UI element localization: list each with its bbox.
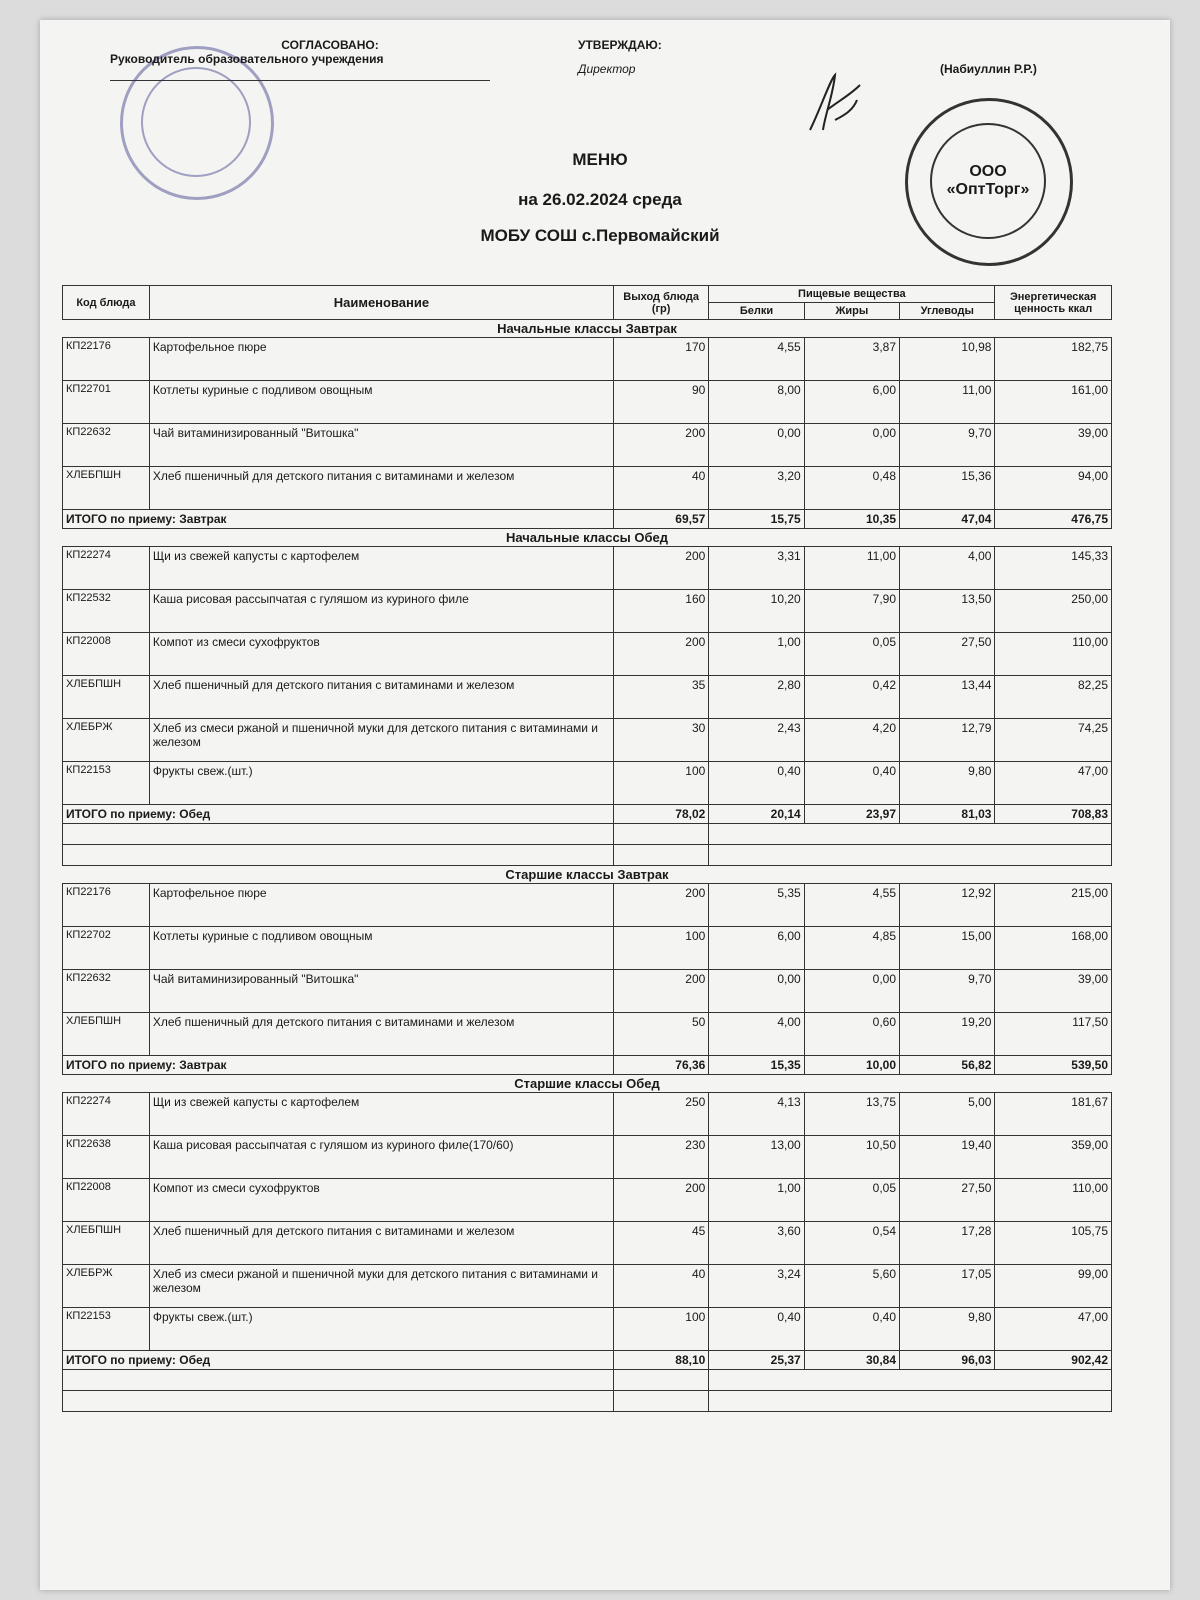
cell-carbs: 10,98 xyxy=(900,338,995,381)
cell-name: Хлеб пшеничный для детского питания с витаминами и железом xyxy=(149,676,613,719)
total-energy: 539,50 xyxy=(995,1056,1112,1075)
blank-cell xyxy=(613,824,708,845)
cell-energy: 39,00 xyxy=(995,970,1112,1013)
total-protein: 15,75 xyxy=(709,510,804,529)
cell-carbs: 9,70 xyxy=(900,424,995,467)
cell-carbs: 13,50 xyxy=(900,590,995,633)
menu-table-body xyxy=(63,320,1112,1412)
cell-protein: 5,35 xyxy=(709,884,804,927)
cell-name: Щи из свежей капусты с картофелем xyxy=(149,1093,613,1136)
cell-fat: 7,90 xyxy=(804,590,899,633)
section-title: Начальные классы Обед xyxy=(63,529,1112,547)
blank-cell xyxy=(63,824,614,845)
blank-row xyxy=(63,1370,1112,1391)
cell-carbs: 12,79 xyxy=(900,719,995,762)
cell-carbs: 9,70 xyxy=(900,970,995,1013)
cell-carbs: 9,80 xyxy=(900,762,995,805)
menu-date: на 26.02.2024 среда xyxy=(518,190,682,209)
header-carbs: Углеводы xyxy=(900,303,995,320)
cell-name: Котлеты куриные с подливом овощным xyxy=(149,927,613,970)
table-row xyxy=(63,338,1112,381)
table-row xyxy=(63,1308,1112,1351)
cell-yield: 40 xyxy=(613,1265,708,1308)
header-fat: Жиры xyxy=(804,303,899,320)
total-yield: 78,02 xyxy=(613,805,708,824)
blank-cell xyxy=(63,1391,614,1412)
cell-energy: 145,33 xyxy=(995,547,1112,590)
cell-fat: 4,20 xyxy=(804,719,899,762)
cell-fat: 0,48 xyxy=(804,467,899,510)
cell-protein: 0,40 xyxy=(709,1308,804,1351)
cell-protein: 13,00 xyxy=(709,1136,804,1179)
cell-carbs: 5,00 xyxy=(900,1093,995,1136)
cell-carbs: 12,92 xyxy=(900,884,995,927)
cell-fat: 0,60 xyxy=(804,1013,899,1056)
cell-carbs: 11,00 xyxy=(900,381,995,424)
cell-fat: 4,85 xyxy=(804,927,899,970)
cell-code: ХЛЕБРЖ xyxy=(63,1265,150,1308)
table-row xyxy=(63,424,1112,467)
cell-code: КП22532 xyxy=(63,590,150,633)
blank-cell xyxy=(613,1391,708,1412)
total-row xyxy=(63,1351,1112,1370)
cell-energy: 39,00 xyxy=(995,424,1112,467)
section-header-row xyxy=(63,1075,1112,1093)
total-yield: 88,10 xyxy=(613,1351,708,1370)
document-title: МЕНЮ xyxy=(572,150,628,169)
cell-carbs: 13,44 xyxy=(900,676,995,719)
cell-code: КП22008 xyxy=(63,633,150,676)
table-row xyxy=(63,633,1112,676)
cell-protein: 2,43 xyxy=(709,719,804,762)
cell-name: Картофельное пюре xyxy=(149,884,613,927)
cell-fat: 13,75 xyxy=(804,1093,899,1136)
cell-energy: 359,00 xyxy=(995,1136,1112,1179)
cell-energy: 215,00 xyxy=(995,884,1112,927)
header-nutrients: Пищевые вещества xyxy=(709,286,995,303)
cell-name: Фрукты свеж.(шт.) xyxy=(149,762,613,805)
cell-fat: 4,55 xyxy=(804,884,899,927)
cell-yield: 200 xyxy=(613,633,708,676)
cell-name: Картофельное пюре xyxy=(149,338,613,381)
cell-energy: 250,00 xyxy=(995,590,1112,633)
cell-yield: 170 xyxy=(613,338,708,381)
cell-energy: 161,00 xyxy=(995,381,1112,424)
total-energy: 902,42 xyxy=(995,1351,1112,1370)
cell-code: КП22153 xyxy=(63,1308,150,1351)
cell-fat: 0,42 xyxy=(804,676,899,719)
cell-code: ХЛЕБПШН xyxy=(63,676,150,719)
cell-energy: 47,00 xyxy=(995,1308,1112,1351)
cell-energy: 110,00 xyxy=(995,1179,1112,1222)
cell-name: Хлеб из смеси ржаной и пшеничной муки для детского питания с витаминами и железом xyxy=(149,719,613,762)
cell-code: ХЛЕБПШН xyxy=(63,1222,150,1265)
total-protein: 15,35 xyxy=(709,1056,804,1075)
cell-protein: 3,31 xyxy=(709,547,804,590)
cell-energy: 99,00 xyxy=(995,1265,1112,1308)
section-header-row xyxy=(63,866,1112,884)
cell-code: КП22701 xyxy=(63,381,150,424)
cell-energy: 110,00 xyxy=(995,633,1112,676)
cell-yield: 90 xyxy=(613,381,708,424)
total-label: ИТОГО по приему: Завтрак xyxy=(63,1056,614,1075)
blank-cell xyxy=(709,1370,1112,1391)
cell-fat: 0,40 xyxy=(804,1308,899,1351)
cell-yield: 30 xyxy=(613,719,708,762)
header-name: Наименование xyxy=(149,286,613,320)
table-row xyxy=(63,1179,1112,1222)
total-carbs: 96,03 xyxy=(900,1351,995,1370)
section-header-row xyxy=(63,320,1112,338)
cell-carbs: 17,28 xyxy=(900,1222,995,1265)
signature-line xyxy=(110,80,490,81)
cell-energy: 181,67 xyxy=(995,1093,1112,1136)
cell-yield: 200 xyxy=(613,424,708,467)
cell-code: КП22632 xyxy=(63,970,150,1013)
cell-carbs: 4,00 xyxy=(900,547,995,590)
cell-carbs: 27,50 xyxy=(900,1179,995,1222)
cell-yield: 250 xyxy=(613,1093,708,1136)
total-fat: 30,84 xyxy=(804,1351,899,1370)
cell-fat: 0,40 xyxy=(804,762,899,805)
table-row xyxy=(63,719,1112,762)
table-row xyxy=(63,884,1112,927)
table-row xyxy=(63,676,1112,719)
cell-protein: 0,40 xyxy=(709,762,804,805)
cell-yield: 200 xyxy=(613,884,708,927)
cell-code: ХЛЕБРЖ xyxy=(63,719,150,762)
total-row xyxy=(63,805,1112,824)
cell-code: КП22153 xyxy=(63,762,150,805)
cell-yield: 230 xyxy=(613,1136,708,1179)
header-energy: Энергетическая ценность ккал xyxy=(995,286,1112,320)
cell-carbs: 19,40 xyxy=(900,1136,995,1179)
cell-code: КП22274 xyxy=(63,1093,150,1136)
cell-energy: 105,75 xyxy=(995,1222,1112,1265)
cell-protein: 3,24 xyxy=(709,1265,804,1308)
cell-fat: 10,50 xyxy=(804,1136,899,1179)
cell-code: КП22632 xyxy=(63,424,150,467)
table-row xyxy=(63,1093,1112,1136)
total-energy: 708,83 xyxy=(995,805,1112,824)
cell-energy: 182,75 xyxy=(995,338,1112,381)
cell-yield: 45 xyxy=(613,1222,708,1265)
cell-name: Хлеб пшеничный для детского питания с витаминами и железом xyxy=(149,1013,613,1056)
agreed-role: Руководитель образовательного учреждения xyxy=(110,52,384,66)
total-label: ИТОГО по приему: Обед xyxy=(63,1351,614,1370)
blank-cell xyxy=(613,845,708,866)
section-title: Начальные классы Завтрак xyxy=(63,320,1112,338)
blank-cell xyxy=(613,1370,708,1391)
cell-fat: 0,05 xyxy=(804,1179,899,1222)
blank-cell xyxy=(63,845,614,866)
cell-protein: 1,00 xyxy=(709,633,804,676)
cell-name: Хлеб из смеси ржаной и пшеничной муки для детского питания с витаминами и железом xyxy=(149,1265,613,1308)
cell-energy: 117,50 xyxy=(995,1013,1112,1056)
blank-row xyxy=(63,845,1112,866)
cell-yield: 100 xyxy=(613,927,708,970)
total-label: ИТОГО по приему: Завтрак xyxy=(63,510,614,529)
cell-energy: 94,00 xyxy=(995,467,1112,510)
cell-protein: 6,00 xyxy=(709,927,804,970)
school-name: МОБУ СОШ с.Первомайский xyxy=(480,226,720,245)
table-row xyxy=(63,762,1112,805)
cell-fat: 6,00 xyxy=(804,381,899,424)
agreed-label: СОГЛАСОВАНО: xyxy=(281,38,379,52)
approved-role: Директор xyxy=(578,62,636,76)
blank-cell xyxy=(709,1391,1112,1412)
blank-row xyxy=(63,1391,1112,1412)
cell-name: Щи из свежей капусты с картофелем xyxy=(149,547,613,590)
director-name: (Набиуллин Р.Р.) xyxy=(940,62,1037,76)
section-title: Старшие классы Завтрак xyxy=(63,866,1112,884)
section-title: Старшие классы Обед xyxy=(63,1075,1112,1093)
header-code: Код блюда xyxy=(63,286,150,320)
cell-name: Компот из смеси сухофруктов xyxy=(149,1179,613,1222)
total-row xyxy=(63,1056,1112,1075)
cell-fat: 0,00 xyxy=(804,970,899,1013)
cell-protein: 10,20 xyxy=(709,590,804,633)
cell-name: Фрукты свеж.(шт.) xyxy=(149,1308,613,1351)
table-row xyxy=(63,1265,1112,1308)
cell-name: Чай витаминизированный "Витошка" xyxy=(149,424,613,467)
cell-name: Каша рисовая рассыпчатая с гуляшом из куриного филе(170/60) xyxy=(149,1136,613,1179)
company-seal-text: ООО «ОптТорг» xyxy=(930,123,1046,239)
total-row xyxy=(63,510,1112,529)
cell-fat: 5,60 xyxy=(804,1265,899,1308)
cell-yield: 200 xyxy=(613,1179,708,1222)
cell-energy: 168,00 xyxy=(995,927,1112,970)
cell-fat: 11,00 xyxy=(804,547,899,590)
cell-yield: 160 xyxy=(613,590,708,633)
blank-row xyxy=(63,824,1112,845)
total-carbs: 56,82 xyxy=(900,1056,995,1075)
total-protein: 25,37 xyxy=(709,1351,804,1370)
cell-carbs: 27,50 xyxy=(900,633,995,676)
cell-name: Каша рисовая рассыпчатая с гуляшом из куриного филе xyxy=(149,590,613,633)
total-carbs: 81,03 xyxy=(900,805,995,824)
table-row xyxy=(63,970,1112,1013)
table-row xyxy=(63,927,1112,970)
approved-block xyxy=(578,38,662,76)
cell-carbs: 15,36 xyxy=(900,467,995,510)
cell-name: Хлеб пшеничный для детского питания с витаминами и железом xyxy=(149,1222,613,1265)
cell-energy: 47,00 xyxy=(995,762,1112,805)
total-fat: 10,35 xyxy=(804,510,899,529)
blank-cell xyxy=(709,824,1112,845)
cell-yield: 100 xyxy=(613,762,708,805)
cell-code: ХЛЕБПШН xyxy=(63,1013,150,1056)
cell-name: Чай витаминизированный "Витошка" xyxy=(149,970,613,1013)
cell-code: КП22008 xyxy=(63,1179,150,1222)
total-fat: 10,00 xyxy=(804,1056,899,1075)
cell-energy: 82,25 xyxy=(995,676,1112,719)
table-row xyxy=(63,467,1112,510)
cell-yield: 35 xyxy=(613,676,708,719)
total-protein: 20,14 xyxy=(709,805,804,824)
cell-code: КП22702 xyxy=(63,927,150,970)
table-row xyxy=(63,1136,1112,1179)
table-row xyxy=(63,590,1112,633)
cell-protein: 1,00 xyxy=(709,1179,804,1222)
section-header-row xyxy=(63,529,1112,547)
cell-protein: 4,13 xyxy=(709,1093,804,1136)
cell-yield: 200 xyxy=(613,970,708,1013)
agreed-block xyxy=(110,38,550,81)
cell-code: КП22638 xyxy=(63,1136,150,1179)
total-carbs: 47,04 xyxy=(900,510,995,529)
approved-label: УТВЕРЖДАЮ: xyxy=(578,38,662,52)
cell-protein: 8,00 xyxy=(709,381,804,424)
cell-code: КП22274 xyxy=(63,547,150,590)
blank-cell xyxy=(709,845,1112,866)
cell-yield: 50 xyxy=(613,1013,708,1056)
cell-carbs: 17,05 xyxy=(900,1265,995,1308)
cell-code: КП22176 xyxy=(63,338,150,381)
table-row xyxy=(63,381,1112,424)
header-protein: Белки xyxy=(709,303,804,320)
cell-name: Хлеб пшеничный для детского питания с витаминами и железом xyxy=(149,467,613,510)
cell-yield: 100 xyxy=(613,1308,708,1351)
cell-carbs: 9,80 xyxy=(900,1308,995,1351)
cell-fat: 0,05 xyxy=(804,633,899,676)
cell-yield: 40 xyxy=(613,467,708,510)
cell-carbs: 15,00 xyxy=(900,927,995,970)
cell-code: КП22176 xyxy=(63,884,150,927)
table-row xyxy=(63,1222,1112,1265)
cell-fat: 3,87 xyxy=(804,338,899,381)
total-energy: 476,75 xyxy=(995,510,1112,529)
table-row xyxy=(63,1013,1112,1056)
total-fat: 23,97 xyxy=(804,805,899,824)
total-yield: 69,57 xyxy=(613,510,708,529)
cell-protein: 4,00 xyxy=(709,1013,804,1056)
cell-protein: 3,20 xyxy=(709,467,804,510)
cell-protein: 3,60 xyxy=(709,1222,804,1265)
cell-protein: 2,80 xyxy=(709,676,804,719)
cell-protein: 4,55 xyxy=(709,338,804,381)
cell-carbs: 19,20 xyxy=(900,1013,995,1056)
cell-name: Котлеты куриные с подливом овощным xyxy=(149,381,613,424)
total-yield: 76,36 xyxy=(613,1056,708,1075)
menu-table xyxy=(62,285,1112,1412)
total-label: ИТОГО по приему: Обед xyxy=(63,805,614,824)
blank-cell xyxy=(63,1370,614,1391)
table-row xyxy=(63,547,1112,590)
cell-protein: 0,00 xyxy=(709,970,804,1013)
director-signature xyxy=(805,70,865,140)
cell-code: ХЛЕБПШН xyxy=(63,467,150,510)
header-yield: Выход блюда (гр) xyxy=(613,286,708,320)
cell-energy: 74,25 xyxy=(995,719,1112,762)
cell-protein: 0,00 xyxy=(709,424,804,467)
cell-yield: 200 xyxy=(613,547,708,590)
cell-name: Компот из смеси сухофруктов xyxy=(149,633,613,676)
cell-fat: 0,00 xyxy=(804,424,899,467)
cell-fat: 0,54 xyxy=(804,1222,899,1265)
